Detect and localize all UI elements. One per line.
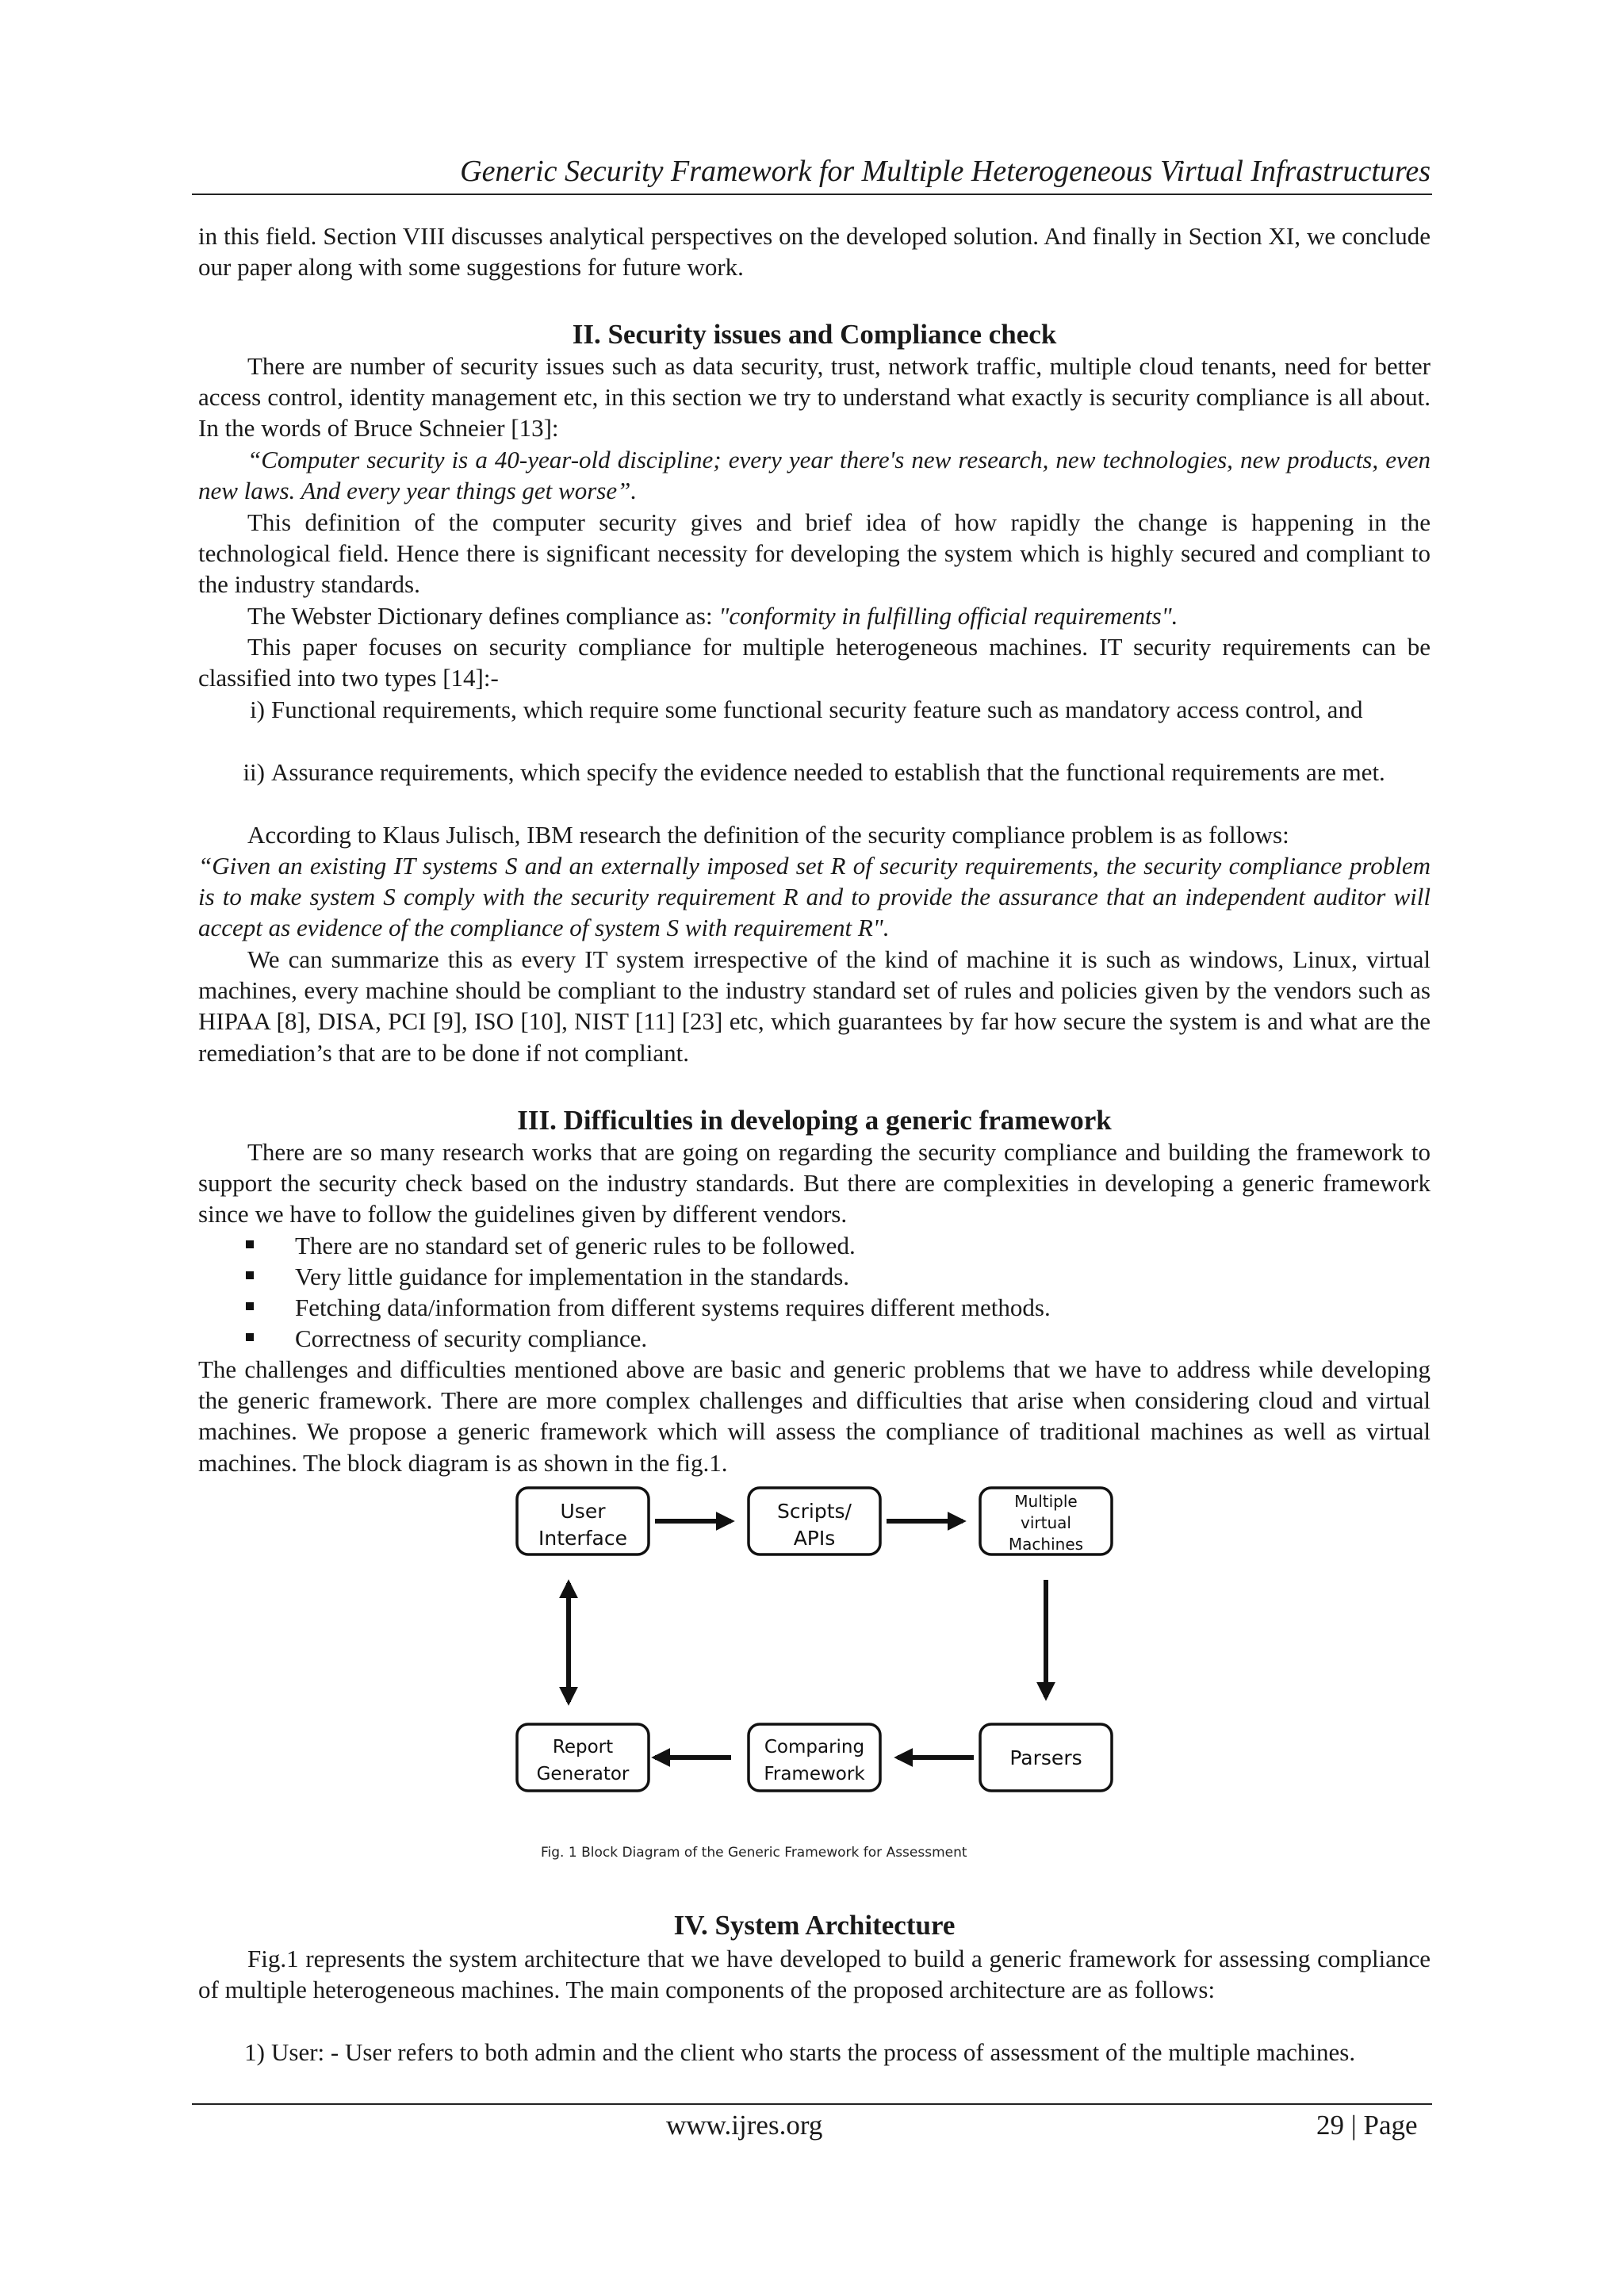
box-label-line: User — [560, 1500, 606, 1523]
section-2-paragraph-4: This paper focuses on security compliance for multiple heterogeneous machines. IT security requirements can be classified into two types [14]:- — [198, 633, 1431, 692]
section-2-paragraph-2: This definition of the computer security gives and brief idea of how rapidly the change is happening in the technological field. Hence there is significant necessity for developing the system which is highly secured and compliant to the industry standards. — [198, 508, 1431, 599]
bullet-text: Very little guidance for implementation in the standards. — [295, 1263, 850, 1290]
box-label-line: Parsers — [1009, 1746, 1082, 1769]
bullet-square-icon — [246, 1302, 254, 1310]
box-label-line: virtual — [1021, 1513, 1071, 1532]
bullet-text: There are no standard set of generic rules to be followed. — [295, 1232, 856, 1259]
webster-definition: "conformity in fulfilling official requirements". — [718, 602, 1178, 630]
report-generator-box — [517, 1724, 649, 1791]
box-label-line: Report — [552, 1737, 614, 1757]
list-text: Assurance requirements, which specify the evidence needed to establish that the functional requirements are met. — [271, 758, 1385, 786]
comparing-framework-box — [749, 1724, 880, 1791]
list-marker: 1) — [244, 2038, 265, 2066]
section-3-paragraph-1: There are so many research works that are going on regarding the security compliance and building the framework to support the security check based on the industry standards. But there are complexities in developing a generic framework since we have to follow the guidelines given by different vendors. — [198, 1138, 1431, 1228]
running-header: Generic Security Framework for Multiple Heterogeneous Virtual Infrastructures — [460, 155, 1431, 188]
parsers-box — [980, 1724, 1112, 1791]
box-label-line: Generator — [536, 1764, 630, 1784]
box-label-line: Multiple — [1014, 1492, 1078, 1511]
box-label-line: Interface — [538, 1527, 627, 1550]
section-4-paragraph-1: Fig.1 represents the system architecture that we have developed to build a generic framework for assessing compliance of multiple heterogeneous machines. The main components of the proposed architecture are as follows: — [198, 1945, 1431, 2004]
multiple-virtual-machines-box — [980, 1488, 1112, 1554]
box-label-line: Comparing — [764, 1737, 865, 1757]
box-label-line: Machines — [1008, 1535, 1084, 1554]
intro-paragraph: in this field. Section VIII discusses analytical perspectives on the developed solution. And finally in Section XI, we conclude our paper along with some suggestions for future work. — [198, 222, 1431, 282]
section-3-paragraph-2: The challenges and difficulties mentioned above are basic and generic problems that we have to address while developing the generic framework. There are more complex challenges and difficulties that arise when considering cloud and virtual machines. We propose a generic framework which will assess the compliance of traditional machines as well as virtual machines. The block diagram is as shown in the fig.1. — [198, 1355, 1431, 1477]
list-marker: ii) — [243, 758, 265, 786]
header-rule — [192, 194, 1432, 195]
section-2-paragraph-6: We can summarize this as every IT system irrespective of the kind of machine it is such as windows, Linux, virtual machines, every machine should be compliant to the industry standard set of rules and policies given by the vendors such as HIPAA [8], DISA, PCI [9], ISO [10], NIST [11] [23] etc, which guarantees by far how secure the system is and what are the remediation’s that are to be done if not compliant. — [198, 945, 1431, 1067]
julisch-quote: “Given an existing IT systems S and an externally imposed set R of security requirements, the security compliance problem is to make system S comply with the security requirement R and to provide the assurance that an independent auditor will accept as evidence of the compliance of system S with requirement R". — [198, 852, 1431, 942]
webster-prefix: The Webster Dictionary defines compliance as: — [247, 602, 719, 630]
footer-page-number: 29 | Page — [1316, 2110, 1418, 2141]
box-label-line: APIs — [793, 1527, 836, 1550]
section-3-heading: III. Difficulties in developing a generic framework — [517, 1105, 1112, 1136]
list-marker: i) — [250, 696, 265, 723]
section-4-heading: IV. System Architecture — [673, 1910, 956, 1941]
box-label-line: Scripts/ — [777, 1500, 852, 1523]
bullet-square-icon — [246, 1333, 254, 1341]
bullet-text: Correctness of security compliance. — [295, 1324, 648, 1352]
list-text: Functional requirements, which require some functional security feature such as mandatory access control, and — [271, 696, 1363, 723]
bullet-text: Fetching data/information from different systems requires different methods. — [295, 1294, 1051, 1321]
bullet-square-icon — [246, 1240, 254, 1248]
schneier-quote: “Computer security is a 40-year-old discipline; every year there's new research, new technologies, new products, even new laws. And every year things get worse”. — [198, 446, 1431, 505]
bullet-square-icon — [246, 1271, 254, 1279]
section-2-paragraph-3 — [198, 600, 1431, 631]
figure-caption: Fig. 1 Block Diagram of the Generic Framework for Assessment — [541, 1845, 967, 1861]
section-2-paragraph-1: There are number of security issues such as data security, trust, network traffic, multiple cloud tenants, need for better access control, identity management etc, in this section we try to understand what exactly is security compliance is all about. In the words of Bruce Schneier [13]: — [198, 352, 1431, 443]
footer-website: www.ijres.org — [666, 2110, 823, 2141]
footer-rule — [192, 2103, 1432, 2105]
block-diagram — [508, 1483, 1126, 1800]
user-interface-box — [517, 1488, 649, 1554]
section-2-heading: II. Security issues and Compliance check — [572, 319, 1057, 350]
section-2-paragraph-5: According to Klaus Julisch, IBM research the definition of the security compliance problem is as follows: — [247, 821, 1289, 849]
box-label-line: Framework — [764, 1764, 865, 1784]
scripts-apis-box — [749, 1488, 880, 1554]
list-text: User: - User refers to both admin and the client who starts the process of assessment of the multiple machines. — [271, 2038, 1356, 2066]
